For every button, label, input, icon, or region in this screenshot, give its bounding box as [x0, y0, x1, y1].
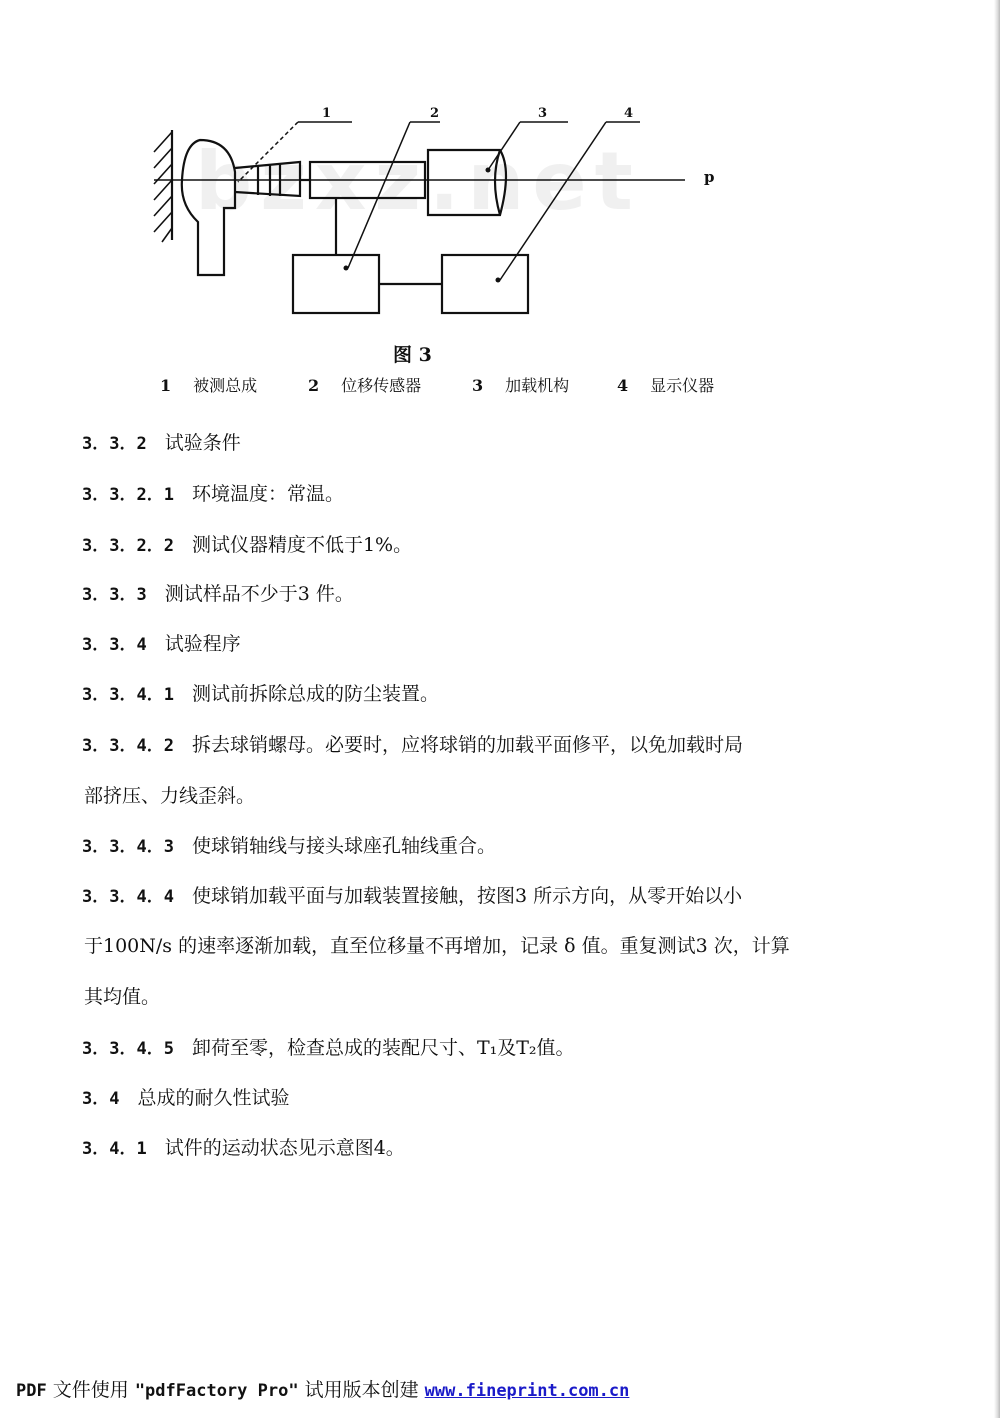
section-number: 3．3．2．1: [82, 485, 174, 505]
watermark: bzxz.net: [195, 135, 641, 228]
paragraph-line: [82, 881, 742, 908]
legend-label: 被测总成: [193, 376, 258, 395]
line-text: 使球销轴线与接头球座孔轴线重合。: [191, 835, 496, 857]
line-text: 使球销加载平面与加载装置接触，按图3 所示方向，从零开始以小: [191, 885, 743, 907]
line-text: 部挤压、力线歪斜。: [84, 785, 256, 807]
legend-num: 3: [472, 376, 484, 395]
line-text: 试验程序: [164, 633, 241, 655]
legend-item: [617, 373, 714, 396]
line-text: 试验条件: [164, 432, 241, 454]
paragraph-line: [82, 1083, 290, 1110]
callout-2: 2: [430, 106, 440, 121]
line-text: 测试前拆除总成的防尘装置。: [191, 683, 439, 705]
paragraph-line: [82, 629, 241, 656]
section-number: 3．3．4．4: [82, 887, 174, 907]
paragraph-line: [82, 679, 439, 706]
section-number: 3．3．3: [82, 585, 147, 605]
line-text: 测试样品不少于3 件。: [164, 583, 354, 605]
section-number: 3．4: [82, 1089, 120, 1109]
fineprint-link[interactable]: www.fineprint.com.cn: [424, 1381, 630, 1401]
line-text: 环境温度：常温。: [191, 483, 344, 505]
paragraph-line: [82, 530, 412, 557]
legend-label: 位移传感器: [341, 376, 422, 395]
legend-num: 2: [308, 376, 320, 395]
callout-1: 1: [322, 106, 332, 121]
callout-4: 4: [624, 106, 634, 121]
paragraph-line: [82, 479, 344, 506]
line-text: 卸荷至零，检查总成的装配尺寸、T₁及T₂值。: [191, 1037, 575, 1059]
legend-num: 1: [160, 376, 172, 395]
section-number: 3．3．4: [82, 635, 147, 655]
line-text: 试件的运动状态见示意图4。: [164, 1137, 405, 1159]
legend-label: 加载机构: [505, 376, 570, 395]
paragraph-line: [84, 931, 790, 958]
line-text: 于100N/s 的速率逐渐加载，直至位移量不再增加，记录 δ 值。重复测试3 次，计算: [84, 935, 790, 957]
line-text: 拆去球销螺母。必要时，应将球销的加载平面修平，以免加载时局: [191, 734, 743, 756]
section-number: 3．3．2．2: [82, 536, 174, 556]
legend-label: 显示仪器: [650, 376, 715, 395]
footer-product: "pdfFactory Pro": [134, 1381, 299, 1401]
footer-prefix: PDF: [16, 1381, 47, 1401]
legend-item: [308, 373, 421, 396]
section-number: 3．3．4．5: [82, 1039, 174, 1059]
legend-num: 4: [617, 376, 629, 395]
line-text: 测试仪器精度不低于1%。: [191, 534, 413, 556]
box-sensor: [293, 255, 379, 313]
force-label: p: [704, 168, 715, 186]
pdf-footer: [16, 1375, 629, 1402]
section-number: 3．3．4．1: [82, 685, 174, 705]
section-number: 3．3．4．3: [82, 837, 174, 857]
footer-text: 文件使用: [46, 1379, 135, 1401]
page-edge-shadow: [994, 0, 1000, 1418]
figure-title: 图 3: [393, 344, 432, 366]
section-number: 3．3．2: [82, 434, 147, 454]
line-text: 总成的耐久性试验: [137, 1087, 290, 1109]
paragraph-line: [82, 831, 496, 858]
paragraph-line: [82, 1033, 575, 1060]
paragraph-line: [82, 1133, 405, 1160]
section-number: 3．3．4．2: [82, 736, 174, 756]
footer-text-2: 试用版本创建: [298, 1379, 425, 1401]
legend-item: [160, 373, 257, 396]
line-text: 其均值。: [84, 986, 161, 1008]
paragraph-line: [84, 781, 255, 808]
paragraph-line: [84, 982, 160, 1009]
paragraph-line: [82, 730, 743, 757]
section-number: 3．4．1: [82, 1139, 147, 1159]
callout-3: 3: [538, 106, 548, 121]
box-display: [442, 255, 528, 313]
legend-item: [472, 373, 569, 396]
paragraph-line: [82, 579, 354, 606]
paragraph-line: [82, 428, 241, 455]
